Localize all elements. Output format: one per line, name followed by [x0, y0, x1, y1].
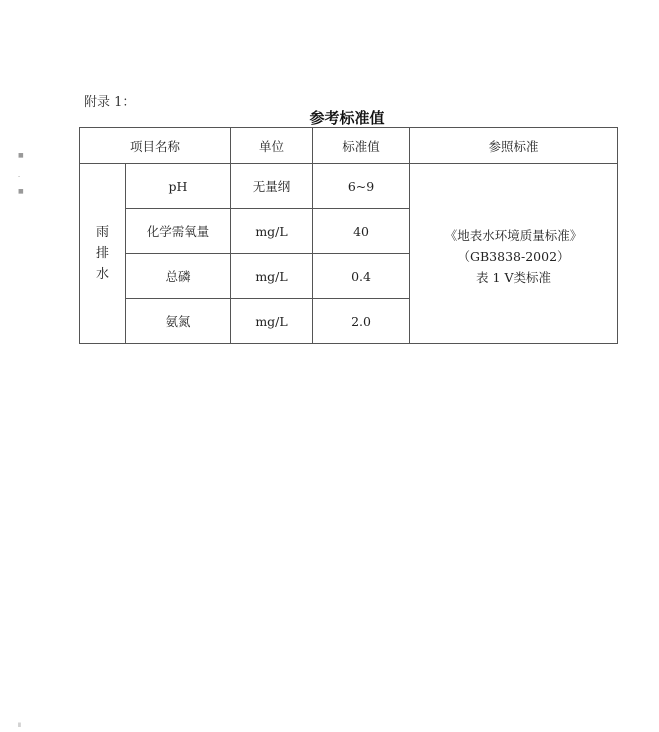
value-cell: 40: [313, 209, 410, 254]
item-cell: 总磷: [126, 254, 231, 299]
margin-mark: ■: [18, 152, 24, 159]
value-cell: 6~9: [313, 164, 410, 209]
header-standard-value: 标准值: [313, 128, 410, 164]
reference-standard-cell: [410, 164, 618, 344]
category-cell-rain-drainage: [80, 164, 126, 344]
reference-standard-name: 《地表水环境质量标准》: [444, 228, 583, 243]
header-row: [80, 128, 618, 164]
appendix-label: 附录 1：: [84, 95, 136, 110]
value-cell: 2.0: [313, 299, 410, 344]
item-cell: pH: [126, 164, 231, 209]
margin-mark: ■: [18, 188, 24, 195]
reference-standards-table: [79, 127, 618, 344]
margin-mark: Ⅱ: [18, 722, 21, 729]
header-unit: 单位: [231, 128, 313, 164]
reference-standard-class: 表 1 Ⅴ类标准: [476, 270, 551, 285]
item-cell: 化学需氧量: [126, 209, 231, 254]
category-char: 雨: [95, 225, 109, 240]
table-row: [80, 164, 618, 209]
value-cell: 0.4: [313, 254, 410, 299]
category-char: 水: [95, 267, 109, 282]
header-item-name: 项目名称: [80, 128, 231, 164]
unit-cell: 无量纲: [231, 164, 313, 209]
category-char: 排: [95, 246, 109, 261]
unit-cell: mg/L: [231, 209, 313, 254]
table-title: 参考标准值: [309, 109, 385, 127]
unit-cell: mg/L: [231, 299, 313, 344]
unit-cell: mg/L: [231, 254, 313, 299]
header-reference-standard: 参照标准: [410, 128, 618, 164]
reference-standard-code: （GB3838-2002）: [457, 249, 570, 264]
item-cell: 氨氮: [126, 299, 231, 344]
margin-mark: -: [18, 173, 21, 180]
